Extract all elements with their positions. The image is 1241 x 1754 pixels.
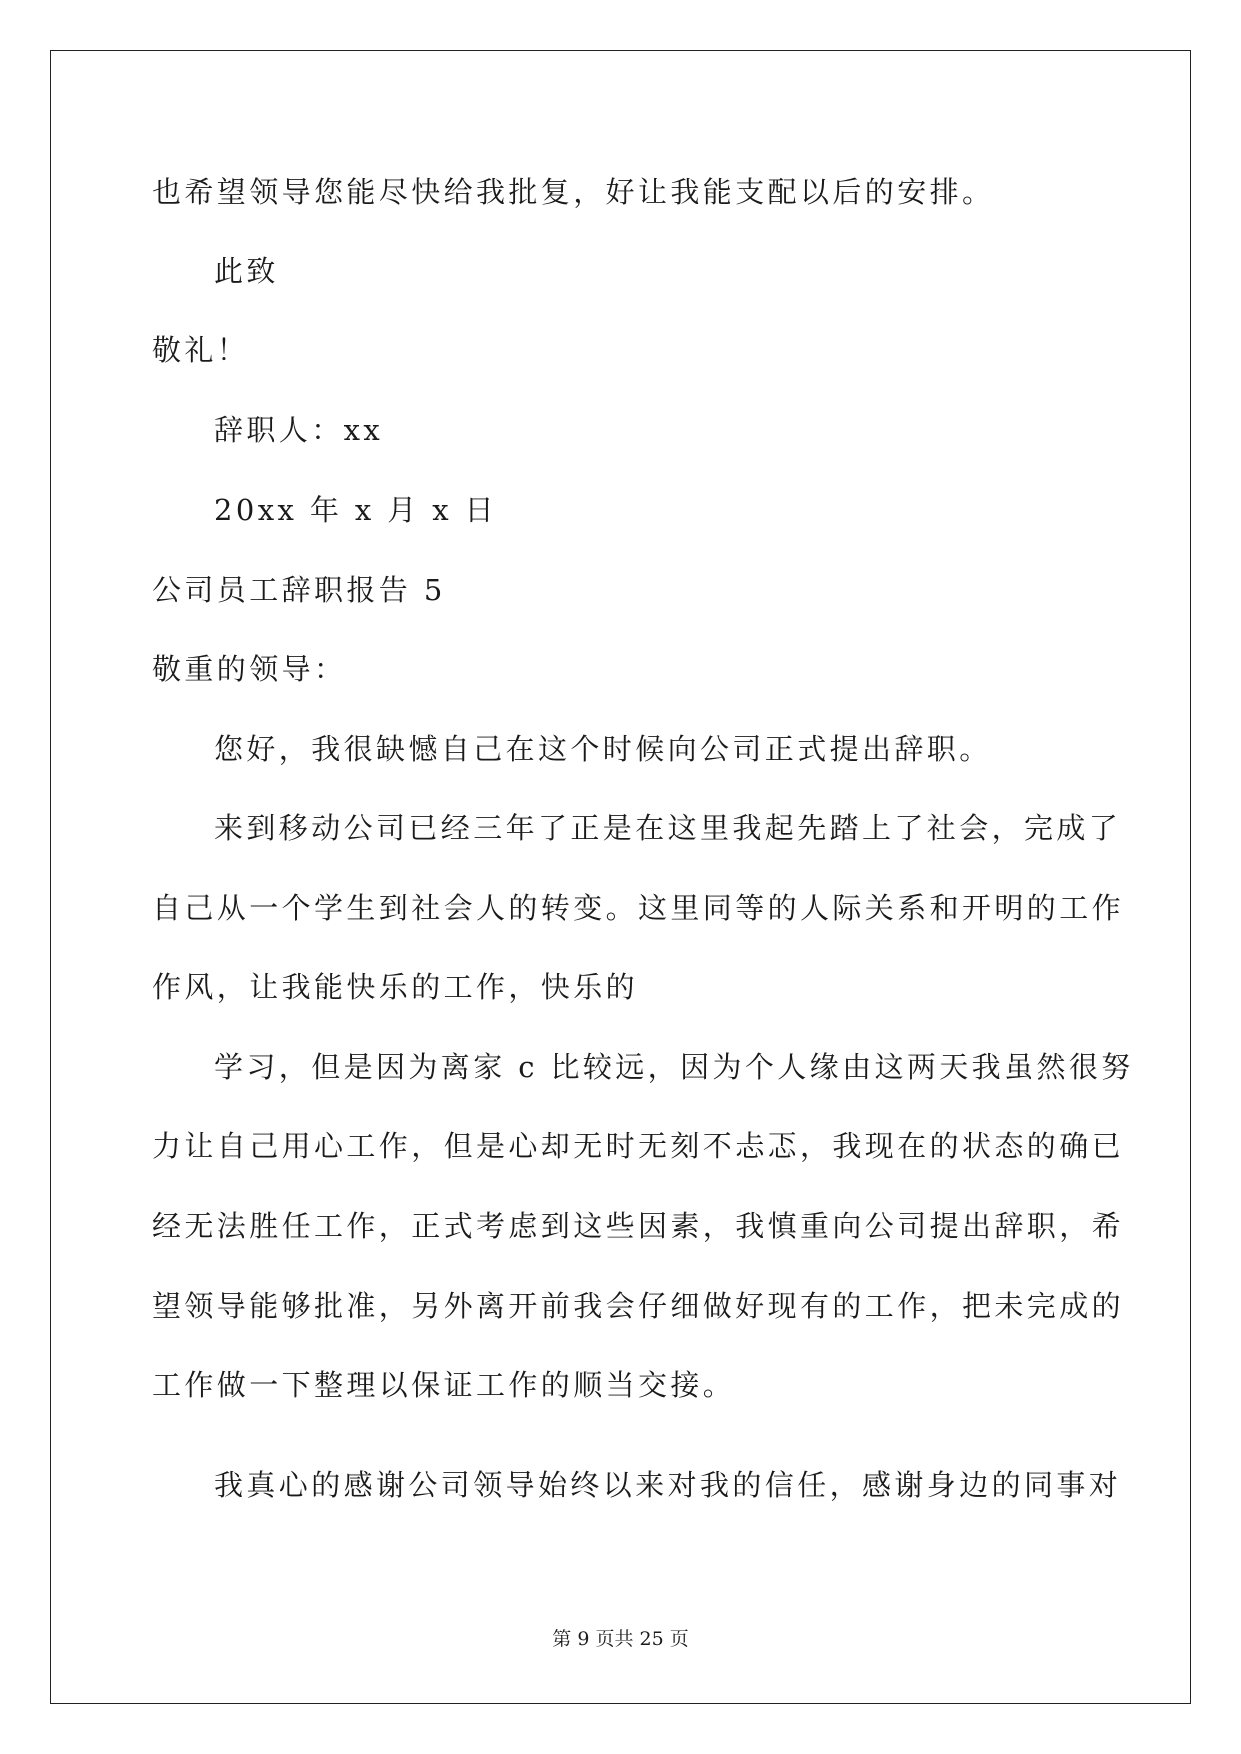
body-line: 力让自己用心工作，但是心却无时无刻不忐忑，我现在的状态的确已 [152, 1129, 1125, 1163]
signature-line: 辞职人：xx [214, 413, 384, 447]
body-line: 也希望领导您能尽快给我批复，好让我能支配以后的安排。 [152, 175, 995, 209]
closing-regards: 敬礼！ [152, 333, 250, 367]
body-line: 来到移动公司已经三年了正是在这里我起先踏上了社会，完成了 [214, 811, 1122, 845]
body-line: 我真心的感谢公司领导始终以来对我的信任，感谢身边的同事对 [214, 1468, 1122, 1502]
body-line: 您好，我很缺憾自己在这个时候向公司正式提出辞职。 [214, 732, 992, 766]
page-footer [0, 1626, 1241, 1652]
page-frame [50, 50, 1191, 1704]
body-line: 自己从一个学生到社会人的转变。这里同等的人际关系和开明的工作 [152, 891, 1125, 925]
section-title: 公司员工辞职报告 5 [152, 573, 446, 607]
body-line: 经无法胜任工作，正式考虑到这些因素，我慎重向公司提出辞职，希 [152, 1209, 1125, 1243]
greeting-line: 敬重的领导： [152, 652, 347, 686]
body-line: 望领导能够批准，另外离开前我会仔细做好现有的工作，把未完成的 [152, 1289, 1125, 1323]
body-line: 作风，让我能快乐的工作，快乐的 [152, 970, 639, 1004]
page-total: 共 25 页 [614, 1628, 689, 1650]
closing-salutation: 此致 [214, 254, 279, 288]
body-line: 学习，但是因为离家 c 比较远，因为个人缘由这两天我虽然很努 [214, 1050, 1134, 1084]
page-number: 第 9 页 [552, 1628, 615, 1650]
date-line: 20xx 年 x 月 x 日 [214, 493, 498, 527]
body-line: 工作做一下整理以保证工作的顺当交接。 [152, 1368, 736, 1402]
